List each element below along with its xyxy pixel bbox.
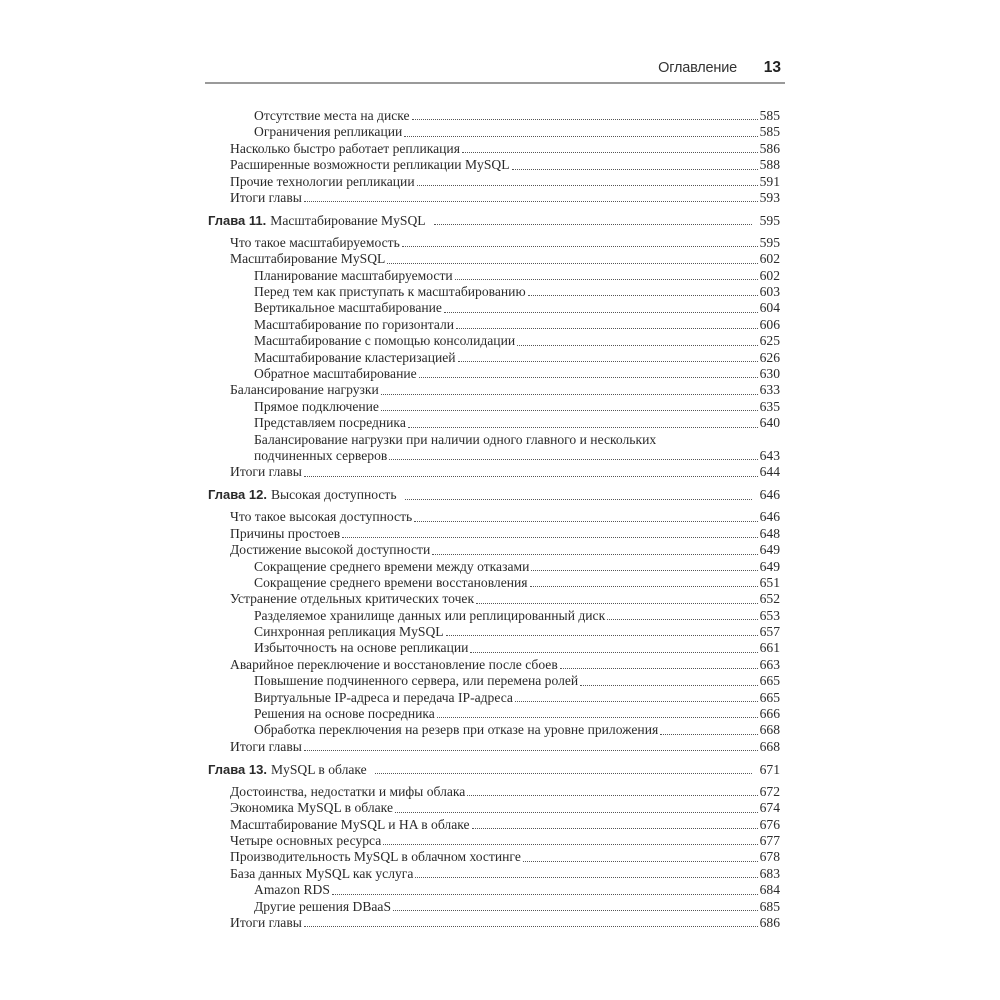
toc-entry-title: Перед тем как приступать к масштабированию bbox=[254, 284, 526, 300]
toc-page-number: 684 bbox=[759, 882, 780, 898]
toc-entry[interactable] bbox=[208, 739, 780, 755]
dot-leader bbox=[404, 136, 757, 137]
toc-page-number: 630 bbox=[759, 366, 780, 382]
toc-entry-title: Экономика MySQL в облаке bbox=[230, 800, 393, 816]
toc-entry[interactable] bbox=[208, 190, 780, 206]
toc-entry-title: MySQL в облаке bbox=[270, 761, 367, 777]
dot-leader bbox=[342, 537, 757, 538]
chapter-label: Глава 13. bbox=[208, 761, 267, 777]
toc-entry[interactable] bbox=[208, 174, 780, 190]
toc-page-number: 651 bbox=[759, 574, 780, 590]
toc-entry-title: Итоги главы bbox=[230, 914, 302, 930]
toc-entry[interactable] bbox=[208, 575, 780, 591]
toc-entry-title: Повышение подчиненного сервера, или перемена ролей bbox=[254, 673, 579, 689]
toc-entry-title: подчиненных серверов bbox=[254, 447, 388, 463]
toc-entry-title: Разделяемое хранилище данных или реплицированный диск bbox=[254, 607, 606, 623]
toc-entry[interactable] bbox=[208, 300, 780, 316]
toc-page-number: 606 bbox=[759, 316, 780, 332]
toc-entry[interactable] bbox=[208, 800, 780, 816]
toc-page-number: 602 bbox=[759, 251, 780, 267]
toc-entry[interactable] bbox=[208, 350, 780, 366]
toc-entry[interactable] bbox=[208, 382, 780, 398]
toc-entry[interactable] bbox=[208, 559, 780, 575]
toc-page-number: 666 bbox=[759, 706, 780, 722]
toc-entry-title: Избыточность на основе репликации bbox=[254, 640, 469, 656]
toc-entry-title: Сокращение среднего времени восстановления bbox=[254, 574, 528, 590]
dot-leader bbox=[408, 427, 758, 428]
toc-entry-line bbox=[208, 432, 780, 448]
chapter-label: Глава 11. bbox=[208, 212, 267, 228]
toc-entry-title: Ограничения репликации bbox=[254, 124, 403, 140]
toc-entry[interactable] bbox=[208, 124, 780, 140]
toc-entry-title: Масштабирование кластеризацией bbox=[254, 349, 456, 365]
toc-entry[interactable] bbox=[208, 542, 780, 558]
toc-entry-title: Насколько быстро работает репликация bbox=[230, 140, 460, 156]
dot-leader bbox=[472, 828, 758, 829]
toc-page-number: 646 bbox=[759, 509, 780, 525]
toc-entry-title: Причины простоев bbox=[230, 525, 341, 541]
toc-entry[interactable] bbox=[208, 141, 780, 157]
dot-leader bbox=[304, 926, 758, 927]
toc-page-number: 665 bbox=[759, 673, 780, 689]
dot-leader bbox=[417, 185, 758, 186]
toc-entry[interactable] bbox=[208, 624, 780, 640]
toc-page-number: 676 bbox=[759, 816, 780, 832]
toc-entry[interactable] bbox=[208, 464, 780, 480]
toc-entry-title: Итоги главы bbox=[230, 189, 302, 205]
toc-entry-title: Что такое высокая доступность bbox=[230, 509, 413, 525]
toc-entry[interactable] bbox=[208, 673, 780, 689]
toc-entry-title: Масштабирование по горизонтали bbox=[254, 316, 455, 332]
toc-chapter-heading[interactable] bbox=[208, 213, 780, 229]
toc-entry-title: Планирование масштабируемости bbox=[254, 267, 453, 283]
toc-page-number: 640 bbox=[759, 415, 780, 431]
toc-page-number: 625 bbox=[759, 333, 780, 349]
toc-entry-title: Amazon RDS bbox=[254, 882, 330, 898]
dot-leader bbox=[304, 201, 758, 202]
dot-leader bbox=[528, 295, 758, 296]
dot-leader bbox=[523, 861, 758, 862]
dot-leader bbox=[395, 812, 758, 813]
dot-leader bbox=[381, 394, 758, 395]
dot-leader bbox=[530, 586, 758, 587]
toc-page-number: 648 bbox=[759, 525, 780, 541]
toc-entry[interactable] bbox=[208, 657, 780, 673]
toc-page-number: 585 bbox=[759, 124, 780, 140]
dot-leader bbox=[381, 410, 758, 411]
toc-page-number: 653 bbox=[759, 607, 780, 623]
toc-entry-title: Обработка переключения на резерв при отказе на уровне приложения bbox=[254, 722, 659, 738]
toc-page-number: 677 bbox=[759, 832, 780, 848]
toc-entry-title: Аварийное переключение и восстановление после сбоев bbox=[230, 656, 558, 672]
toc-entry[interactable] bbox=[208, 366, 780, 382]
dot-leader bbox=[660, 734, 757, 735]
dot-leader bbox=[517, 345, 757, 346]
toc-entry-title: Сокращение среднего времени между отказами bbox=[254, 558, 530, 574]
dot-leader bbox=[389, 459, 757, 460]
toc-entry-title: Обратное масштабирование bbox=[254, 366, 417, 382]
dot-leader bbox=[375, 773, 752, 774]
toc-page-number: 593 bbox=[759, 189, 780, 205]
dot-leader bbox=[446, 635, 758, 636]
dot-leader bbox=[414, 521, 757, 522]
toc-page-number: 665 bbox=[759, 689, 780, 705]
dot-leader bbox=[444, 312, 758, 313]
toc-page-number: 649 bbox=[759, 558, 780, 574]
toc-entry-title: Что такое масштабируемость bbox=[230, 234, 400, 250]
toc-entry-title: Масштабирование MySQL bbox=[270, 212, 426, 228]
toc-page-number: 646 bbox=[759, 487, 780, 503]
toc-entry[interactable] bbox=[208, 784, 780, 800]
toc-page-number: 652 bbox=[759, 591, 780, 607]
toc-page-number: 686 bbox=[759, 914, 780, 930]
toc-entry-title: Достоинства, недостатки и мифы облака bbox=[230, 783, 466, 799]
dot-leader bbox=[332, 894, 758, 895]
dot-leader bbox=[304, 476, 758, 477]
toc-entry-title: Устранение отдельных критических точек bbox=[230, 591, 475, 607]
toc-entry[interactable] bbox=[208, 640, 780, 656]
toc-entry[interactable] bbox=[208, 591, 780, 607]
toc-entry[interactable] bbox=[208, 690, 780, 706]
dot-leader bbox=[531, 570, 757, 571]
toc-page-number: 663 bbox=[759, 656, 780, 672]
toc-entry-title: Виртуальные IP-адреса и передача IP-адреса bbox=[254, 689, 513, 705]
toc-entry[interactable] bbox=[208, 317, 780, 333]
toc-page-number: 588 bbox=[759, 157, 780, 173]
toc-entry-title: Другие решения DBaaS bbox=[254, 898, 392, 914]
toc-entry-title: Решения на основе посредника bbox=[254, 706, 435, 722]
toc-entry-title: Масштабирование с помощью консолидации bbox=[254, 333, 516, 349]
toc-page-number: 674 bbox=[759, 800, 780, 816]
toc-entry[interactable] bbox=[208, 915, 780, 931]
dot-leader bbox=[412, 119, 758, 120]
toc-page-number: 595 bbox=[759, 234, 780, 250]
toc-entry[interactable] bbox=[208, 108, 780, 124]
toc-page-number: 671 bbox=[759, 761, 780, 777]
toc-page-number: 643 bbox=[759, 447, 780, 463]
toc-page-number: 649 bbox=[759, 542, 780, 558]
toc-entry[interactable] bbox=[208, 833, 780, 849]
toc-entry[interactable] bbox=[208, 448, 780, 464]
toc-entry[interactable] bbox=[208, 526, 780, 542]
dot-leader bbox=[467, 795, 757, 796]
toc-entry-title: Балансирование нагрузки при наличии одного главного и нескольких bbox=[254, 431, 657, 447]
toc-page-number: 678 bbox=[759, 849, 780, 865]
dot-leader bbox=[560, 668, 758, 669]
running-header bbox=[205, 60, 783, 80]
dot-leader bbox=[476, 603, 758, 604]
toc-entry[interactable] bbox=[208, 899, 780, 915]
toc-entry-title: Синхронная репликация MySQL bbox=[254, 624, 444, 640]
toc-page-number: 668 bbox=[759, 738, 780, 754]
dot-leader bbox=[304, 750, 758, 751]
toc-entry-title: База данных MySQL как услуга bbox=[230, 865, 414, 881]
toc-entry[interactable] bbox=[208, 251, 780, 267]
toc-page-number: 668 bbox=[759, 722, 780, 738]
toc-entry[interactable] bbox=[208, 706, 780, 722]
toc-page-number: 602 bbox=[759, 267, 780, 283]
toc-entry[interactable] bbox=[208, 608, 780, 624]
dot-leader bbox=[419, 377, 758, 378]
dot-leader bbox=[462, 152, 758, 153]
toc-entry[interactable] bbox=[208, 399, 780, 415]
dot-leader bbox=[470, 652, 757, 653]
dot-leader bbox=[434, 224, 752, 225]
toc-entry[interactable] bbox=[208, 268, 780, 284]
toc-entry-title: Расширенные возможности репликации MySQL bbox=[230, 157, 510, 173]
toc-entry[interactable] bbox=[208, 849, 780, 865]
dot-leader bbox=[455, 279, 758, 280]
toc-entry[interactable] bbox=[208, 882, 780, 898]
toc-entry[interactable] bbox=[208, 333, 780, 349]
dot-leader bbox=[405, 499, 752, 500]
toc-entry-title: Высокая доступность bbox=[270, 487, 397, 503]
toc-entry-title: Производительность MySQL в облачном хостинге bbox=[230, 849, 521, 865]
dot-leader bbox=[512, 169, 758, 170]
toc-entry-title: Итоги главы bbox=[230, 738, 302, 754]
toc-page-number: 585 bbox=[759, 107, 780, 123]
toc-chapter-heading[interactable] bbox=[208, 487, 780, 503]
toc-entry-title: Балансирование нагрузки bbox=[230, 382, 379, 398]
dot-leader bbox=[387, 263, 757, 264]
toc-page-number: 591 bbox=[759, 173, 780, 189]
toc-entry-title: Достижение высокой доступности bbox=[230, 542, 431, 558]
toc-entry-title: Масштабирование MySQL и HA в облаке bbox=[230, 816, 470, 832]
dot-leader bbox=[415, 877, 757, 878]
toc-entry[interactable] bbox=[208, 235, 780, 251]
running-header-title: Оглавление bbox=[658, 60, 737, 76]
dot-leader bbox=[515, 701, 758, 702]
toc-entry[interactable] bbox=[208, 509, 780, 525]
toc-entry-title: Четыре основных ресурса bbox=[230, 832, 382, 848]
toc-page-number: 626 bbox=[759, 349, 780, 365]
toc-entry[interactable] bbox=[208, 157, 780, 173]
toc-page-number: 685 bbox=[759, 898, 780, 914]
toc-page-number: 661 bbox=[759, 640, 780, 656]
toc-entry-title: Масштабирование MySQL bbox=[230, 251, 386, 267]
dot-leader bbox=[580, 685, 757, 686]
dot-leader bbox=[393, 910, 758, 911]
toc-page-number: 633 bbox=[759, 382, 780, 398]
chapter-label: Глава 12. bbox=[208, 487, 267, 503]
toc-page-number: 635 bbox=[759, 398, 780, 414]
toc-page-number: 672 bbox=[759, 783, 780, 799]
toc-entry-title: Представляем посредника bbox=[254, 415, 406, 431]
toc-entry[interactable] bbox=[208, 722, 780, 738]
dot-leader bbox=[402, 246, 758, 247]
dot-leader bbox=[437, 717, 758, 718]
toc-entry-title: Отсутствие места на диске bbox=[254, 107, 410, 123]
dot-leader bbox=[432, 554, 757, 555]
toc-page-number: 683 bbox=[759, 865, 780, 881]
toc-entry[interactable] bbox=[208, 866, 780, 882]
toc-entry-title: Вертикальное масштабирование bbox=[254, 300, 442, 316]
toc-entry-title: Итоги главы bbox=[230, 464, 302, 480]
toc-entry[interactable] bbox=[208, 415, 780, 431]
toc-page-number: 603 bbox=[759, 284, 780, 300]
toc-entry[interactable] bbox=[208, 284, 780, 300]
toc-page-number: 586 bbox=[759, 140, 780, 156]
toc-page-number: 644 bbox=[759, 464, 780, 480]
toc-chapter-heading[interactable] bbox=[208, 762, 780, 778]
page-number: 13 bbox=[763, 59, 781, 76]
toc-entry-title: Прочие технологии репликации bbox=[230, 173, 415, 189]
toc-entry-title: Прямое подключение bbox=[254, 398, 379, 414]
dot-leader bbox=[458, 361, 758, 362]
dot-leader bbox=[383, 844, 757, 845]
toc-page-number: 595 bbox=[759, 212, 780, 228]
header-rule bbox=[205, 82, 785, 84]
toc-page-number: 604 bbox=[759, 300, 780, 316]
dot-leader bbox=[456, 328, 758, 329]
dot-leader bbox=[607, 619, 757, 620]
table-of-contents bbox=[208, 108, 780, 931]
toc-page-number: 657 bbox=[759, 624, 780, 640]
toc-entry[interactable] bbox=[208, 817, 780, 833]
